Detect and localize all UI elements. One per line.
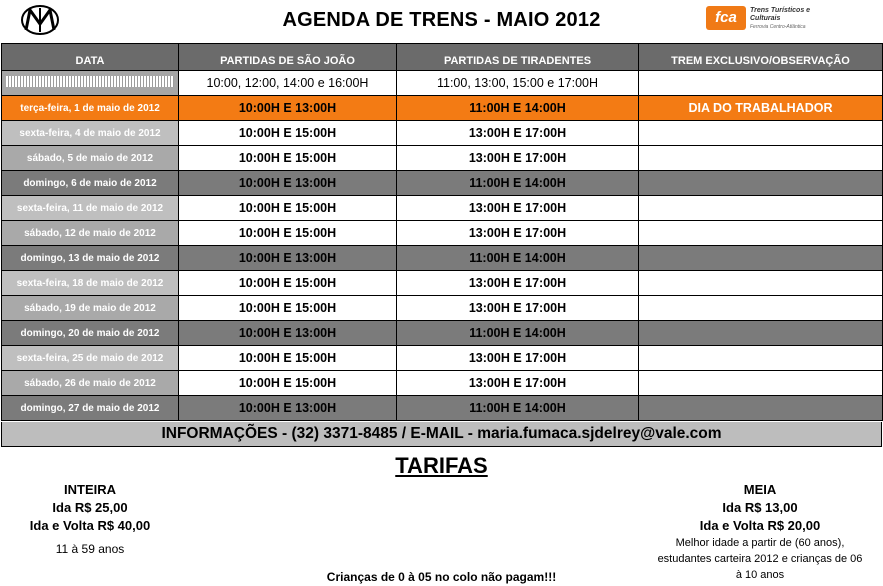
sao-joao-cell: 10:00H E 13:00H [179, 321, 397, 346]
meia-heading: MEIA [743, 482, 777, 497]
observacao-cell [639, 271, 883, 296]
sao-joao-cell: 10:00H E 13:00H [179, 396, 397, 421]
observacao-cell [639, 346, 883, 371]
tarifa-inteira [0, 481, 180, 557]
observacao-cell [639, 296, 883, 321]
date-cell-hatched [2, 71, 179, 96]
tiradentes-cell: 13:00H E 17:00H [397, 196, 639, 221]
tiradentes-cell: 11:00, 13:00, 15:00 e 17:00H [397, 71, 639, 96]
observacao-cell [639, 121, 883, 146]
tiradentes-cell: 13:00H E 17:00H [397, 346, 639, 371]
sao-joao-cell: 10:00H E 15:00H [179, 346, 397, 371]
observacao-cell [639, 71, 883, 96]
table-row [2, 171, 883, 196]
table-row [2, 121, 883, 146]
sao-joao-cell: 10:00H E 15:00H [179, 121, 397, 146]
table-row-default [2, 71, 883, 96]
observacao-cell: DIA DO TRABALHADOR [639, 96, 883, 121]
tiradentes-cell: 13:00H E 17:00H [397, 371, 639, 396]
table-row [2, 246, 883, 271]
date-cell: terça-feira, 1 de maio de 2012 [2, 96, 179, 121]
sao-joao-cell: 10:00H E 15:00H [179, 221, 397, 246]
hatch-pattern [6, 76, 174, 87]
inteira-ida-volta: Ida e Volta R$ 40,00 [29, 518, 151, 533]
date-cell: sexta-feira, 18 de maio de 2012 [2, 271, 179, 296]
observacao-cell [639, 371, 883, 396]
criancas-note: Crianças de 0 à 05 no colo não pagam!!! [326, 570, 557, 584]
meia-note-3: à 10 anos [735, 569, 785, 581]
sao-joao-cell: 10:00H E 13:00H [179, 171, 397, 196]
observacao-cell [639, 221, 883, 246]
meia-note-2: estudantes carteira 2012 e crianças de 06 [657, 553, 863, 565]
date-cell: domingo, 20 de maio de 2012 [2, 321, 179, 346]
fca-tagline: Trens Turísticos e Culturais Ferrovia Centro-Atlântica [750, 7, 811, 30]
table-row [2, 346, 883, 371]
table-row [2, 296, 883, 321]
tarifa-meia [644, 481, 876, 583]
table-row [2, 221, 883, 246]
tarifas-title: TARIFAS [395, 453, 488, 478]
table-row [2, 146, 883, 171]
meia-ida: Ida R$ 13,00 [722, 500, 798, 515]
header-tiradentes: PARTIDAS DE TIRADENTES [397, 44, 639, 71]
fca-logo [706, 4, 826, 34]
table-row [2, 396, 883, 421]
date-cell: sexta-feira, 4 de maio de 2012 [2, 121, 179, 146]
sao-joao-cell: 10:00H E 15:00H [179, 296, 397, 321]
date-cell: sábado, 19 de maio de 2012 [2, 296, 179, 321]
schedule-table [1, 43, 883, 421]
page-title: AGENDA DE TRENS - MAIO 2012 [282, 9, 601, 31]
table-row [2, 371, 883, 396]
date-cell: sábado, 26 de maio de 2012 [2, 371, 179, 396]
tiradentes-cell: 11:00H E 14:00H [397, 246, 639, 271]
header [0, 0, 883, 42]
sao-joao-cell: 10:00H E 15:00H [179, 371, 397, 396]
sao-joao-cell: 10:00H E 13:00H [179, 96, 397, 121]
date-cell: sexta-feira, 25 de maio de 2012 [2, 346, 179, 371]
table-row [2, 196, 883, 221]
header-sao-joao: PARTIDAS DE SÃO JOÃO [179, 44, 397, 71]
tiradentes-cell: 13:00H E 17:00H [397, 121, 639, 146]
tiradentes-cell: 13:00H E 17:00H [397, 221, 639, 246]
observacao-cell [639, 196, 883, 221]
header-observacao: TREM EXCLUSIVO/OBSERVAÇÃO [639, 44, 883, 71]
sao-joao-cell: 10:00H E 15:00H [179, 146, 397, 171]
table-row [2, 321, 883, 346]
date-cell: sábado, 12 de maio de 2012 [2, 221, 179, 246]
sao-joao-cell: 10:00H E 15:00H [179, 271, 397, 296]
header-date: DATA [2, 44, 179, 71]
date-cell: domingo, 27 de maio de 2012 [2, 396, 179, 421]
observacao-cell [639, 246, 883, 271]
table-header-row [2, 44, 883, 71]
sao-joao-cell: 10:00H E 15:00H [179, 196, 397, 221]
date-cell: sexta-feira, 11 de maio de 2012 [2, 196, 179, 221]
fca-logo-badge: fca [706, 6, 746, 30]
observacao-cell [639, 321, 883, 346]
info-bar: INFORMAÇÕES - (32) 3371-8485 / E-MAIL - maria.fumaca.sjdelrey@vale.com [1, 422, 882, 447]
table-row [2, 96, 883, 121]
tiradentes-cell: 11:00H E 14:00H [397, 96, 639, 121]
table-row [2, 271, 883, 296]
tiradentes-cell: 11:00H E 14:00H [397, 321, 639, 346]
sao-joao-cell: 10:00, 12:00, 14:00 e 16:00H [179, 71, 397, 96]
inteira-age: 11 à 59 anos [55, 542, 125, 556]
inteira-ida: Ida R$ 25,00 [52, 500, 128, 515]
inteira-heading: INTEIRA [64, 482, 116, 497]
observacao-cell [639, 146, 883, 171]
meia-note-1: Melhor idade a partir de (60 anos), [675, 537, 845, 549]
date-cell: domingo, 13 de maio de 2012 [2, 246, 179, 271]
tiradentes-cell: 13:00H E 17:00H [397, 271, 639, 296]
date-cell: domingo, 6 de maio de 2012 [2, 171, 179, 196]
tiradentes-cell: 13:00H E 17:00H [397, 146, 639, 171]
tiradentes-cell: 11:00H E 14:00H [397, 171, 639, 196]
meia-ida-volta: Ida e Volta R$ 20,00 [699, 518, 821, 533]
date-cell: sábado, 5 de maio de 2012 [2, 146, 179, 171]
tiradentes-cell: 13:00H E 17:00H [397, 296, 639, 321]
observacao-cell [639, 171, 883, 196]
tiradentes-cell: 11:00H E 14:00H [397, 396, 639, 421]
sao-joao-cell: 10:00H E 13:00H [179, 246, 397, 271]
observacao-cell [639, 396, 883, 421]
